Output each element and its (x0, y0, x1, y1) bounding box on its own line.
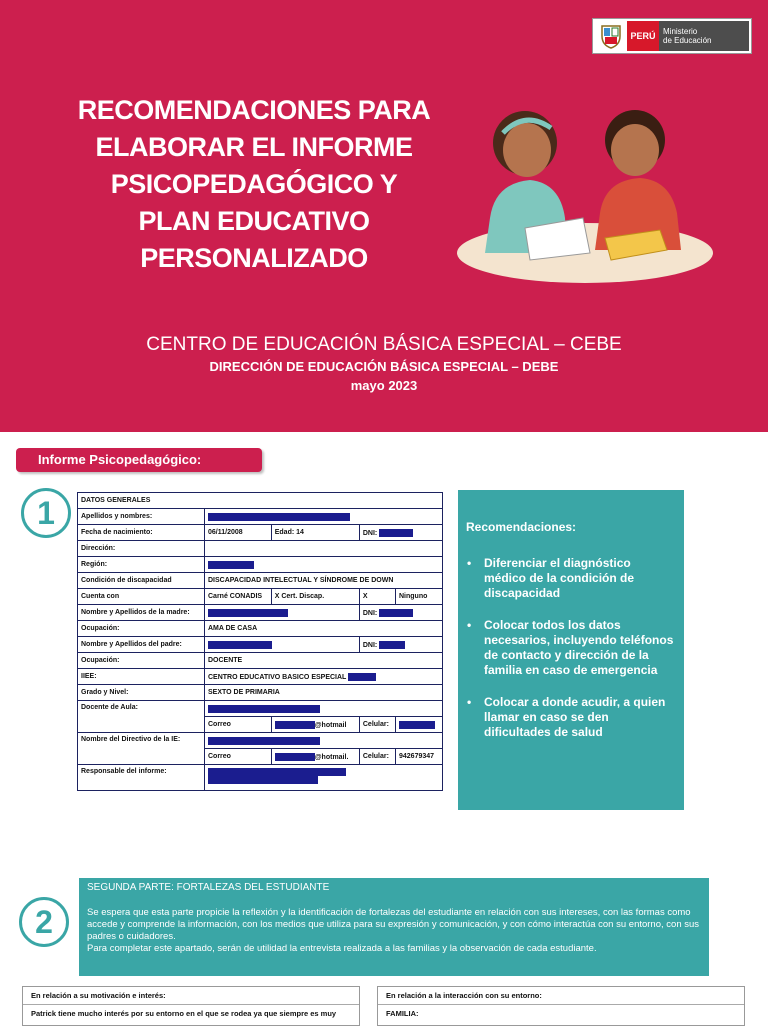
ministry-logo (592, 18, 752, 54)
redaction (208, 737, 320, 745)
peru-label: PERÚ (627, 21, 659, 51)
redaction (208, 513, 350, 521)
list-item: • Colocar todos los datos necesarios, incluyendo teléfonos de contacto y dirección de la familia en caso de emergencia (484, 618, 676, 678)
motivation-text: Patrick tiene mucho interés por su entorno en el que se rodea ya que siempre es muy (31, 1009, 337, 1018)
redaction (348, 673, 376, 681)
redaction (208, 561, 254, 569)
general-data-form: DATOS GENERALES Apellidos y nombres: Fecha de nacimiento: 06/11/2008 Edad: 14 DNI: Dirección: Región: Condición de discapacidad DISCAPACIDAD INTELECTUAL Y SÍNDROME DE DOWN Cuenta con Carné CONADIS X Cert. Discap. X Ninguno Nombre y Apellidos de la madre: DNI: Ocupación: AMA DE CASA Nombre y Apellidos del padre: DNI: Ocupación: DOCENTE IIEE: CENTRO EDUCATIVO BASICO ESPECIAL Grado y Nivel: SEXTO DE PRIMARIA Docente de Aula: Correo @hotmail Celular: Nombre del Directivo de la IE: Correo @hotmail. Celular: 942679347 Responsable del informe: (77, 492, 443, 791)
interaction-text: FAMILIA: (386, 1009, 419, 1018)
list-item: • Diferenciar el diagnóstico médico de la condición de discapacidad (484, 556, 676, 601)
recommendations-title: Recomendaciones: (466, 520, 577, 534)
redaction (275, 753, 315, 761)
section-label: Informe Psicopedagógico: (16, 448, 262, 472)
step-2-badge: 2 (19, 897, 69, 947)
redaction (208, 705, 320, 713)
redaction (379, 529, 413, 537)
recommendations-panel (458, 490, 684, 810)
step-1-badge: 1 (21, 488, 71, 538)
page-title: RECOMENDACIONES PARA ELABORAR EL INFORME PSICOPEDAGÓGICO Y PLAN EDUCATIVO PERSONALIZADO (77, 95, 431, 273)
part2-panel (79, 878, 709, 976)
motivation-header: En relación a su motivación e interés: (23, 987, 359, 1005)
redaction (399, 721, 435, 729)
redaction (208, 641, 272, 649)
ministry-name: Ministerio de Educación (659, 21, 749, 51)
redaction (208, 768, 346, 776)
coat-of-arms-icon (597, 22, 625, 50)
title-banner (0, 0, 768, 432)
interaction-header: En relación a la interacción con su entorno: (378, 987, 744, 1005)
subtitle-cebe: CENTRO DE EDUCACIÓN BÁSICA ESPECIAL – CEBE (146, 334, 622, 355)
form-header: DATOS GENERALES (78, 493, 443, 509)
redaction (275, 721, 315, 729)
subtitle-debe: DIRECCIÓN DE EDUCACIÓN BÁSICA ESPECIAL – DEBE (209, 359, 559, 374)
part2-paragraph: Para completar este apartado, serán de utilidad la entrevista realizada a las familias y la observación de cada estudiante. (87, 943, 597, 954)
redaction (379, 609, 413, 617)
part2-heading: SEGUNDA PARTE: FORTALEZAS DEL ESTUDIANTE (87, 882, 330, 893)
motivation-box (22, 986, 360, 1026)
students-illustration (455, 88, 715, 288)
redaction (379, 641, 405, 649)
publication-date: mayo 2023 (350, 378, 418, 393)
recommendations-list (466, 556, 676, 740)
list-item: • Colocar a donde acudir, a quien llamar en caso se den dificultades de salud (484, 695, 676, 740)
interaction-box (377, 986, 745, 1026)
redaction (208, 609, 288, 617)
part2-paragraph: Se espera que esta parte propicie la reflexión y la identificación de fortalezas del estudiante en relación con sus intereses, con las formas como accede y comprende la información, con los medios que utiliza para su expresión y comunicación, y con cómo interactúa con su entorno, con sus padres o cuidadores. (87, 907, 700, 942)
redaction (208, 776, 318, 784)
